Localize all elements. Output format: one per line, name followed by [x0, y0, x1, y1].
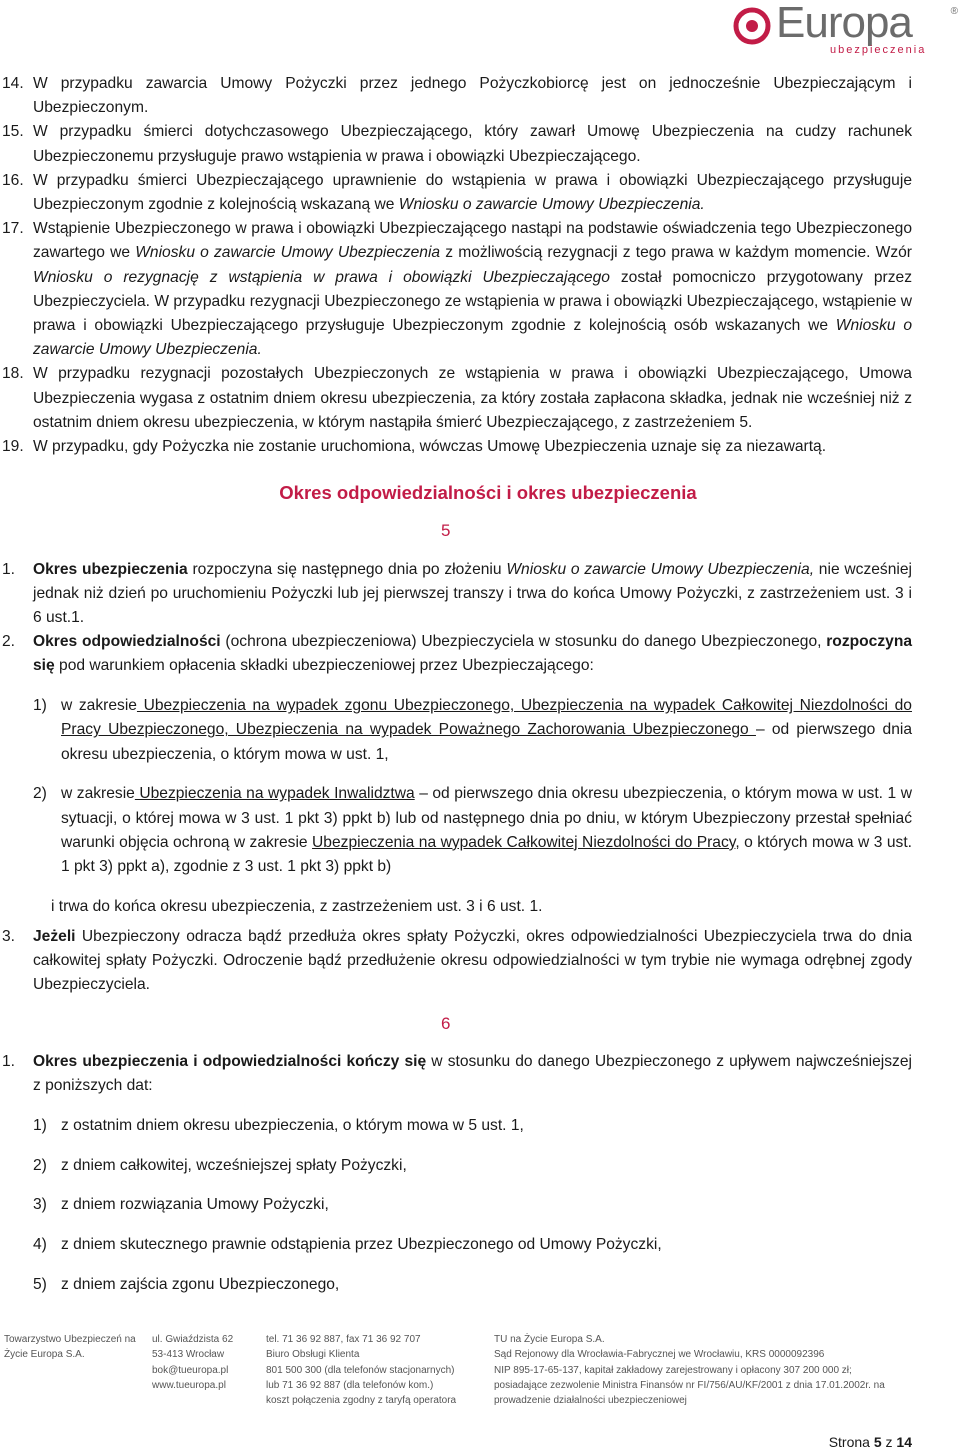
footer-line: koszt połączenia zgodny z taryfą operatora [266, 1395, 457, 1407]
paragraph-number: 18. [2, 365, 24, 383]
item-text: z dniem całkowitej, wcześniejszej spłaty Pożyczki, [61, 1156, 407, 1174]
footer-line: Towarzystwo Ubezpieczeń na [4, 1334, 136, 1345]
paragraph-14 [0, 72, 912, 120]
item-text: z dniem skutecznego prawnie odstąpienia przez Ubezpieczonego od Umowy Pożyczki, [61, 1236, 662, 1254]
item-text: z dniem rozwiązania Umowy Pożyczki, [61, 1196, 329, 1214]
paragraph-text: w stosunku do danego Ubezpieczonego z upływem najwcześniejszej z poniższych dat: [33, 1052, 912, 1095]
page-current: 5 [873, 1434, 882, 1450]
section-heading: Okres odpowiedzialności i okres ubezpieczenia [279, 482, 697, 504]
paragraph-text: Ubezpieczony odracza bądź przedłuża okres spłaty Pożyczki, okres odpowiedzialności Ubezpieczyciela trwa do dnia całkowitej spłaty Pożyczki. Odroczenie bądź przedłużenie okresu odpowiedzialności w tym trybie nie wymaga odrębnej zgody Ubezpieczyciela. [33, 928, 912, 994]
footer-line: Życie Europa S.A. [4, 1349, 85, 1361]
item-underlined: Ubezpieczenia na wypadek Całkowitej Niezdolności do Pracy [312, 833, 736, 851]
footer-line: ul. Gwiaździsta 62 [152, 1334, 234, 1345]
item-number: 1) [33, 1116, 47, 1134]
footer-line: 801 500 300 (dla telefonów stacjonarnych) [266, 1364, 455, 1376]
item-text: z ostatnim dniem okresu ubezpieczenia, o którym mowa w 5 ust. 1, [61, 1116, 524, 1134]
footer-legal [494, 1332, 914, 1408]
paragraph-italic: Wniosku o zawarcie Umowy Ubezpieczenia. [33, 317, 912, 359]
s6-item [0, 1154, 912, 1178]
paragraph-bold: Okres ubezpieczenia [33, 560, 188, 578]
footer-company [4, 1332, 144, 1363]
item-text: w zakresie [61, 785, 135, 803]
item-number: 2) [33, 785, 47, 803]
s6-item [0, 1114, 912, 1138]
s6-item [0, 1193, 912, 1217]
logo-brand: Europa [776, 0, 912, 47]
footer-line: NIP 895-17-65-137, kapitał zakładowy zarejestrowany i opłacony 307 200 000 zł; [494, 1364, 852, 1376]
s5-item-2-1 [0, 694, 912, 767]
footer-line: Biuro Obsługi Klienta [266, 1349, 360, 1361]
paragraph-19 [0, 435, 912, 459]
footer-email-link[interactable]: bok@tueuropa.pl [152, 1364, 229, 1376]
item-underlined: Ubezpieczenia na wypadek zgonu Ubezpieczonego, Ubezpieczenia na wypadek Całkowitej Niezdolności do Pracy Ubezpieczonego, Ubezpieczenia na wypadek Poważnego Zachorowania Ubezpieczonego [61, 697, 912, 739]
item-number: 3) [33, 1196, 47, 1214]
item-number: 4) [33, 1236, 47, 1254]
footer-line: 53-413 Wrocław [152, 1349, 225, 1361]
item-text: – od pierwszego dnia okresu ubezpieczenia, o którym mowa w ust. 1 w sytuacji, o której mowa w 3 ust. 1 pkt 3) ppkt b) lub od następnego dnia po dniu, w którym Ubezpieczony przestał spełniać warunki objęcia ochroną w zakresie [61, 785, 912, 851]
paragraph-15 [0, 120, 912, 168]
item-text: w zakresie [61, 697, 137, 715]
paragraph-text: W przypadku, gdy Pożyczka nie zostanie uruchomiona, wówczas Umowę Ubezpieczenia uznaje się za niezawartą. [33, 438, 827, 456]
paragraph-italic: Wniosku o zawarcie Umowy Ubezpieczenia. [398, 196, 705, 214]
paragraph-text: W przypadku zawarcia Umowy Pożyczki przez jednego Pożyczkobiorcę jest on jednocześnie Ubezpieczającym i Ubezpieczonym. [33, 75, 912, 117]
s6-item [0, 1273, 912, 1297]
europa-logo [732, 0, 958, 56]
paragraph-16 [0, 169, 912, 217]
paragraph-text: rozpoczyna się następnego dnia po złożeniu [187, 560, 507, 578]
paragraph-18 [0, 362, 912, 435]
item-number: 1) [33, 697, 47, 715]
s5-paragraph-2 [0, 630, 912, 678]
footer-line: lub 71 36 92 887 (dla telefonów kom.) [266, 1379, 434, 1391]
paragraph-number: 3. [2, 928, 16, 946]
paragraph-number: 19. [2, 438, 24, 456]
footer-line: TU na Życie Europa S.A. [494, 1334, 605, 1345]
item-text: z dniem zajścia zgonu Ubezpieczonego, [61, 1276, 340, 1294]
logo-swirl-icon [732, 6, 772, 46]
paragraph-text: pod warunkiem opłacenia składki ubezpieczeniowej przez Ubezpieczającego: [54, 657, 594, 675]
s5-item-2-2 [0, 782, 912, 879]
item-text: , o których mowa w 3 ust. 1 pkt 3) ppkt a), zgodnie z 3 ust. 1 pkt 3) ppkt b) [61, 833, 912, 876]
paragraph-text: Wstąpienie Ubezpieczonego w prawa i obowiązki Ubezpieczającego nastąpi na podstawie oświadczenia tego Ubezpieczonego zawartego we [33, 220, 912, 262]
footer-website-link[interactable]: www.tueuropa.pl [152, 1379, 226, 1391]
paragraph-number: 1. [2, 1052, 16, 1070]
s5-paragraph-3 [0, 925, 912, 998]
item-number: 2) [33, 1156, 47, 1174]
footer-line: tel. 71 36 92 887, fax 71 36 92 707 [266, 1334, 421, 1345]
page-total: 14 [896, 1434, 912, 1450]
footer-line: posiadające zezwolenie Ministra Finansów nr FI/756/AU/KF/2001 z dnia 17.01.2002r. na [494, 1379, 885, 1391]
paragraph-bold: Okres ubezpieczenia i odpowiedzialności kończy się [33, 1052, 427, 1070]
paragraph-italic: Wniosku o rezygnację z wstąpienia w prawa i obowiązki Ubezpieczającego [33, 268, 610, 286]
paragraph-text: W przypadku śmierci Ubezpieczającego uprawnienie do wstąpienia w prawa i obowiązki Ubezpieczającego przysługuje Ubezpieczonym zgodnie z kolejnością wskazaną we [33, 171, 912, 214]
section-number-5: 5 [441, 521, 451, 541]
paragraph-text: został pomocniczo przygotowany przez Ubezpieczyciela. W przypadku rezygnacji Ubezpieczonego ze wstąpienia w prawa i obowiązki Ubezpieczającego, wstąpienie w prawa i obowiązki Ubezpieczającego przysługuje Ubezpieczonym zgodnie z kolejnością osób wskazanych we [33, 268, 912, 335]
paragraph-text: nie wcześniej jednak niż dzień po uruchomieniu Pożyczki lub jej pierwszej transzy i trwa do końca Umowy Pożyczki, z zastrzeżeniem ust. 3 i 6 ust.1. [33, 560, 912, 627]
footer-contact [266, 1332, 486, 1408]
paragraph-number: 16. [2, 171, 24, 189]
logo-trademark: ® [950, 6, 958, 17]
logo-subtitle: ubezpieczenia [830, 44, 927, 56]
footer-line: prowadzenie działalności ubezpieczeniowej [494, 1395, 687, 1407]
item-number: 5) [33, 1276, 47, 1294]
section-number-6: 6 [441, 1013, 451, 1033]
paragraph-text: z możliwością rezygnacji z tego prawa w każdym momencie. Wzór [440, 244, 912, 262]
s6-paragraph-1 [0, 1050, 912, 1098]
paragraph-bold: Jeżeli [33, 928, 76, 946]
s6-item [0, 1233, 912, 1257]
paragraph-number: 14. [2, 75, 24, 92]
footer-address [152, 1332, 262, 1393]
paragraph-17 [0, 217, 912, 362]
paragraph-number: 17. [2, 220, 24, 238]
paragraph-number: 2. [2, 633, 16, 651]
page-separator: z [885, 1434, 893, 1450]
paragraph-text: W przypadku rezygnacji pozostałych Ubezpieczonych ze wstąpienia w prawa i obowiązki Ubezpieczającego, Umowa Ubezpieczenia wygasa z ostatnim dniem okresu ubezpieczenia, za który została zapłacona składka, jednak nie wcześniej niż z ostatnim dniem okresu ubezpieczenia, w którym nastąpiła śmierć Ubezpieczającego, z zastrzeżeniem 5. [33, 365, 912, 431]
footer-line: Sąd Rejonowy dla Wrocławia-Fabrycznej we Wrocławiu, KRS 0000092396 [494, 1349, 825, 1361]
paragraph-text: (ochrona ubezpieczeniowa) Ubezpieczyciela w stosunku do danego Ubezpieczonego, [220, 633, 827, 651]
item-text: – od pierwszego dnia okresu ubezpieczenia, o którym mowa w ust. 1, [61, 721, 913, 763]
s5-paragraph-1 [0, 558, 912, 631]
paragraph-number: 1. [2, 560, 16, 578]
item-underlined: Ubezpieczenia na wypadek Inwalidztwa [134, 785, 415, 803]
page-label: Strona [828, 1434, 870, 1450]
paragraph-text: W przypadku śmierci dotychczasowego Ubezpieczającego, który zawarł Umowę Ubezpieczenia na cudzy rachunek Ubezpieczonemu przysługuje prawo wstąpienia w prawa i obowiązki Ubezpieczającego. [33, 123, 912, 165]
s5-continuation: i trwa do końca okresu ubezpieczenia, z zastrzeżeniem ust. 3 i 6 ust. 1. [51, 897, 543, 915]
page-number [829, 1434, 912, 1450]
paragraph-bold: rozpoczyna się [33, 633, 913, 675]
paragraph-number: 15. [2, 123, 24, 141]
paragraph-bold: Okres odpowiedzialności [33, 633, 221, 651]
paragraph-italic: Wniosku o zawarcie Umowy Ubezpieczenia, [506, 560, 815, 578]
paragraph-italic: Wniosku o zawarcie Umowy Ubezpieczenia [135, 244, 441, 262]
document-body [0, 72, 912, 1313]
